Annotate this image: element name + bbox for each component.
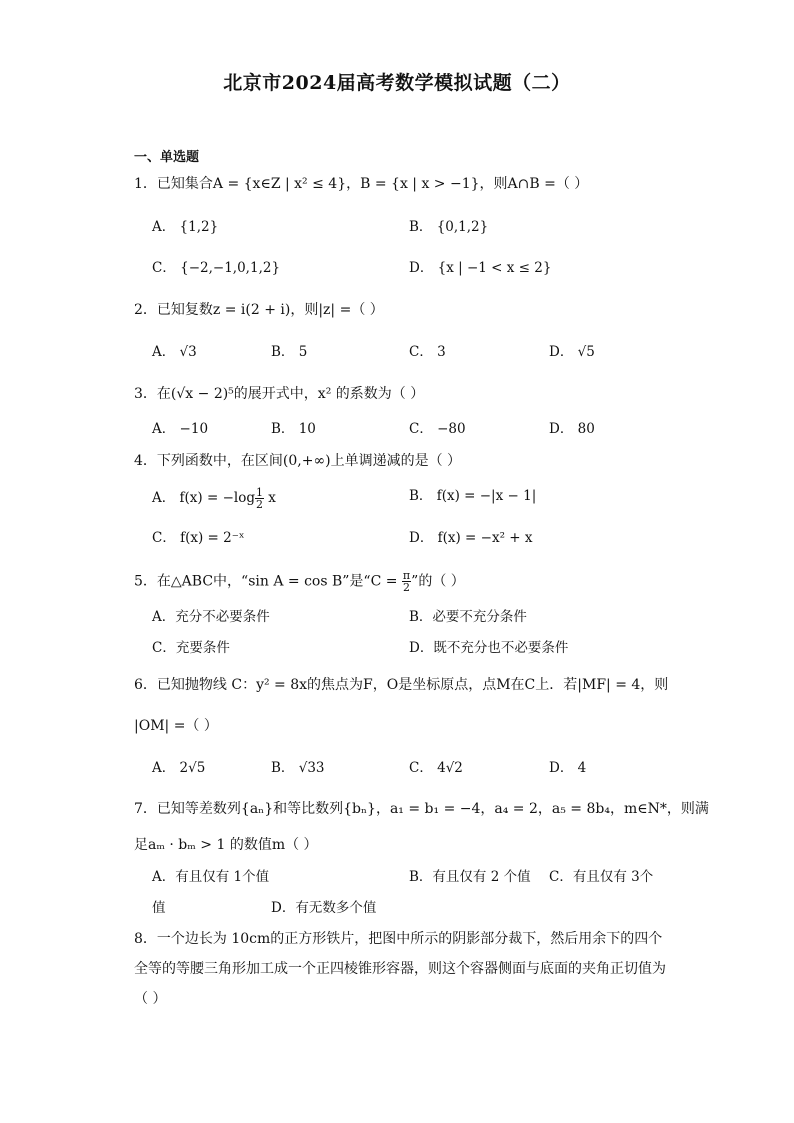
q2-option-b: B． 5 (271, 344, 308, 360)
question-3: 3．在(√x − 2)⁵的展开式中，x² 的系数为（ ） (134, 386, 425, 402)
q3-option-c: C． −80 (409, 421, 466, 437)
question-5: 5．在△ABC中，“sin A = cos B”是“C = $\frac{\pi}{2}$ ”的（ ） (134, 569, 465, 594)
q6-option-c: C． 4√2 (409, 760, 463, 776)
q7-option-a: A．有且仅有 1个值 (152, 869, 270, 885)
q1-option-c: C． {−2,−1,0,1,2} (152, 260, 281, 276)
q6-option-b: B． √33 (271, 760, 325, 776)
q4-option-a: A． f(x) = −log $\frac{1}{2}$ x (152, 486, 276, 511)
q4-option-d: D． f(x) = −x² + x (409, 530, 533, 546)
q2-option-d: D． √5 (549, 344, 595, 360)
page-title: 北京市2024届高考数学模拟试题（二） (223, 72, 571, 94)
q5-option-a: A．充分不必要条件 (152, 609, 270, 625)
q5-option-d: D．既不充分也不必要条件 (409, 640, 569, 656)
q6-option-a: A． 2√5 (152, 760, 206, 776)
question-7-line-1: 7．已知等差数列{aₙ}和等比数列{bₙ}，a₁ = b₁ = −4，a₄ = 2，a₅ = 8b₄，m∈N*，则满 (134, 801, 709, 817)
q7-option-a-wrap: 值 (152, 900, 166, 916)
q6-option-d: D． 4 (549, 760, 587, 776)
question-4: 4．下列函数中，在区间(0,+∞)上单调递减的是（ ） (134, 453, 462, 469)
q7-option-d: D．有无数多个值 (271, 900, 377, 916)
q2-option-a: A． √3 (152, 344, 197, 360)
q7-option-b: B．有且仅有 2 个值 (409, 869, 531, 885)
q3-option-a: A． −10 (152, 421, 209, 437)
q4-a-log-base: $\frac{1}{2}$ (255, 486, 263, 511)
q1-option-d: D． {x | −1 < x ≤ 2} (409, 260, 552, 276)
q2-option-c: C． 3 (409, 344, 446, 360)
q1-option-b: B． {0,1,2} (409, 219, 489, 235)
q3-option-d: D． 80 (549, 421, 595, 437)
q5-fraction: $\frac{\pi}{2}$ (402, 569, 411, 594)
question-8-line-2: 全等的等腰三角形加工成一个正四棱锥形容器，则这个容器侧面与底面的夹角正切值为 (134, 961, 666, 977)
q3-option-b: B． 10 (271, 421, 316, 437)
q4-option-b: B． f(x) = −|x − 1| (409, 488, 537, 504)
question-2: 2．已知复数z = i(2 + i)，则|z| =（ ） (134, 302, 384, 318)
q4-option-c: C． f(x) = 2⁻ˣ (152, 530, 245, 546)
section-heading: 一、单选题 (134, 150, 200, 165)
q1-option-a: A． {1,2} (152, 219, 219, 235)
question-7-line-2: 足aₘ · bₘ > 1 的数值m（ ） (134, 837, 318, 853)
question-1: 1．已知集合A = {x∈Z | x² ≤ 4}，B = {x | x > −1}，则A∩B =（ ） (134, 176, 589, 192)
question-6-line-1: 6．已知抛物线 C：y² = 8x的焦点为F，O是坐标原点，点M在C上．若|MF| = 4，则 (134, 677, 669, 693)
question-6-line-2: |OM| =（ ） (134, 718, 218, 734)
q7-option-c: C．有且仅有 3个 (549, 869, 654, 885)
q5-option-b: B．必要不充分条件 (409, 609, 527, 625)
question-8-line-1: 8．一个边长为 10cm的正方形铁片，把图中所示的阴影部分裁下，然后用余下的四个 (134, 931, 663, 947)
question-8-line-3: （ ） (134, 991, 167, 1007)
q5-option-c: C．充要条件 (152, 640, 230, 656)
